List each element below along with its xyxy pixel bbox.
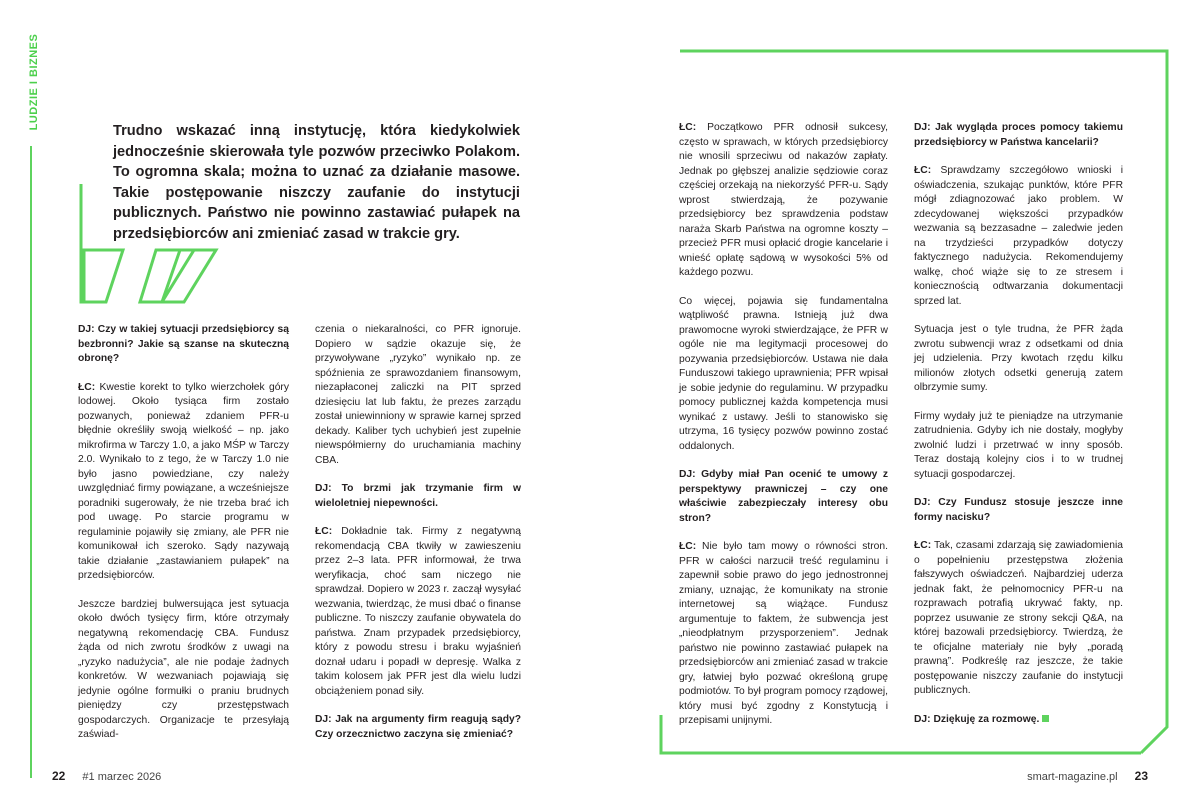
answer-paragraph: ŁC: Tak, czasami zdarzają się zawiadomienia o popełnieniu przestępstwa złożenia fałszywych oświadczeń. Najbardziej uderza jednak fakt, że pełnomocnicy PFR-u na rozprawach potrafią ukrywać fakty, np. poprzez usuwanie ze strony sekcji Q&A, na której bazowali przedsiębiorcy. Twierdzą, że te oficjalne materiały nie były „poradą prawną”. Podkreślę raz jeszcze, że takie postępowanie niszczy zaufanie do instytucji publicznych. (914, 540, 1123, 696)
footer-right (1027, 769, 1148, 783)
question-paragraph: DJ: Gdyby miał Pan ocenić te umowy z perspektywy prawniczej – czy one właściwie zabezpieczały interesy obu stron? (679, 469, 888, 524)
answer-paragraph: ŁC: Dokładnie tak. Firmy z negatywną rekomendacją CBA tkwiły w zawieszeniu przez 2–3 lata. PFR informował, że trwa weryfikacja, choć sam niczego nie sprawdzał. Dopiero w 2023 r. zaczął wysyłać wezwania, twierdząc, że musi dbać o finanse publiczne. To niszczy zaufanie obywatela do państwa. Znam przypadek przedsiębiorcy, który z powodu stresu i braku wyjaśnień doznał udaru i popadł w depresję. Walka z takim kolosem jak PFR jest dla wielu ludzi obciążeniem ponad siły. (315, 526, 521, 697)
answer-paragraph: czenia o niekaralności, co PFR ignoruje. Dopiero w sądzie okazuje się, że przywoływane „ryzyko” wynikało np. ze spóźnienia ze sprawozdaniem finansowym, niezapłaconej zaliczki na PIT sprzed dziesięciu lat lub faktu, że prezes zarządu został uniewinniony w sprawie karnej sprzed dekady. Kaliber tych uchybień jest zupełnie niewspółmierny do uruchamiania machiny CBA. (315, 324, 521, 466)
page-number-right: 23 (1134, 769, 1148, 783)
answer-paragraph: Sytuacja jest o tyle trudna, że PFR żąda zwrotu subwencji wraz z odsetkami od dnia jej udzielenia. Przy kwotach rzędu kilku milionów złotych odsetki generują zatem olbrzymie sumy. (914, 324, 1123, 393)
footer-left (52, 769, 161, 783)
question-paragraph: DJ: To brzmi jak trzymanie firm w wieloletniej niepewności. (315, 483, 521, 509)
pull-quote: Trudno wskazać inną instytucję, która kiedykolwiek jednocześnie skierowała tyle pozwów przeciwko Polakom. To ogromna skala; można to uznać za działanie masowe. Takie postępowanie niszczy zaufanie do instytucji publicznych. Państwo nie powinno zastawiać pułapek na przedsiębiorców ani zmieniać zasad w trakcie gry. (113, 123, 520, 242)
question-paragraph: DJ: Dziękuję za rozmowę. (914, 713, 1123, 728)
site-url: smart-magazine.pl (1027, 771, 1118, 783)
answer-paragraph: Co więcej, pojawia się fundamentalna wątpliwość prawna. Istnieją już dwa prawomocne wyroki stwierdzające, że PFR w ogóle nie ma legitymacji procesowej do pozywania przedsiębiorców. Ustawa nie dała Funduszowi takiego uprawnienia; PFR wpisał je sobie jedynie do regulaminu. W przypadku pomocy publicznej każda kompetencja musi wynikać z ustawy. Jeśli to stanowisko się utrzyma, 16 tysięcy pozwów powinno zostać oddalonych. (679, 295, 888, 452)
answer-paragraph: ŁC: Początkowo PFR odnosił sukcesy, często w sprawach, w których przedsiębiorcy nie wnosili sprzeciwu od nakazów zapłaty. Jednak po głębszej analizie sędziowie coraz częściej orzekają na niekorzyść PFR-u. Sądy wprost stwierdzają, że pozywanie przedsiębiorcy bez sprawdzenia podstaw naraża Skarb Państwa na ogromne koszty – przecież PFR musi opłacić drogie kancelarie i wnieść opłatę sądową w wysokości 5% od każdego pozwu. (679, 122, 888, 278)
answer-paragraph: ŁC: Sprawdzamy szczegółowo wnioski i oświadczenia, szukając punktów, które PFR mógł zdiagnozować jako problem. W zdecydowanej większości przypadków wezwania są bezzasadne – zaledwie jeden na trzydzieści przypadków dotyczy faktycznego nadużycia. Rekomendujemy walkę, choć wiąże się to ze stresem i koniecznością odtwarzania dokumentacji sprzed lat. (914, 165, 1123, 307)
answer-paragraph: Jeszcze bardziej bulwersująca jest sytuacja około dwóch tysięcy firm, które otrzymały negatywną rekomendację CBA. Fundusz żąda od nich zwrotu środków z uwagi na „ryzyko nadużycia”, ale nie podaje żadnych konkretów. W wezwaniach pojawiają się jedynie ogólne formułki o praniu brudnych pieniędzy czy przestępstwach gospodarczych. Organizacje te przesyłają zaświad- (78, 598, 289, 740)
answer-paragraph: ŁC: Kwestie korekt to tylko wierzchołek góry lodowej. Około tysiąca firm zostało pozwanych, ponieważ zdaniem PFR-u błędnie określiły swoją wielkość – np. jako mikrofirma w Tarczy 1.0, a jako MŚP w Tarczy 2.0. Wynikało to z tego, że w Tarczy 1.0 nie było jasno powiedziane, czy należy uwzględniać firmy powiązane, a wcześniejsze poradniki sugerowały, że nie trzeba brać ich pod uwagę. Po starcie programu w regulaminie pojawiły się zmiany, ale PFR nie komunikował ich szeroko. Sądy nazywają takie działanie „zastawianiem pułapek” na przedsiębiorców. (78, 381, 289, 581)
quote-mark-middle (140, 250, 194, 302)
question-paragraph: DJ: Jak wygląda proces pomocy takiemu przedsiębiorcy w Państwa kancelarii? (914, 122, 1123, 148)
article-column-3 (679, 121, 888, 743)
question-paragraph: DJ: Jak na argumenty firm reagują sądy? Czy orzecznictwo zaczyna się zmieniać? (315, 714, 521, 740)
question-paragraph: DJ: Czy Fundusz stosuje jeszcze inne formy nacisku? (914, 497, 1123, 523)
article-column-2 (315, 323, 521, 756)
question-paragraph: DJ: Czy w takiej sytuacji przedsiębiorcy są bezbronni? Jakie są szanse na skuteczną obronę? (78, 324, 289, 364)
answer-paragraph: Firmy wydały już te pieniądze na utrzymanie zatrudnienia. Gdyby ich nie dostały, mogłyby zwolnić ludzi i przetrwać w inny sposób. Teraz dostają kolejny cios i to w trudnej sytuacji gospodarczej. (914, 410, 1123, 480)
end-square-icon (1042, 715, 1049, 722)
section-divider-line (30, 146, 32, 778)
quote-marks-decoration (70, 0, 310, 330)
page-number-left: 22 (52, 769, 66, 783)
article-column-4 (914, 121, 1123, 741)
issue-label: #1 marzec 2026 (82, 771, 162, 783)
article-column-1 (78, 323, 289, 757)
quote-mark-left (84, 250, 123, 302)
section-label (22, 30, 42, 140)
section-label-text: LUDZIE I BIZNES (28, 33, 40, 131)
answer-paragraph: ŁC: Nie było tam mowy o równości stron. PFR w całości narzucił treść regulaminu i zapewnił sobie prawo do jego jednostronnej zmiany, uznając, że komunikaty na stronie internetowej są wiążące. Fundusz argumentuje to faktem, że subwencja jest „nieodpłatnym przysporzeniem”. Jednak państwo nie powinno zastawiać pułapek na przedsiębiorców ani zmieniać zasad w trakcie gry, łatwiej było pozwać określoną grupę podmiotów. To był program pomocy rządowej, który musi być zgodny z Konstytucją i przepisami unijnymi. (679, 541, 888, 726)
